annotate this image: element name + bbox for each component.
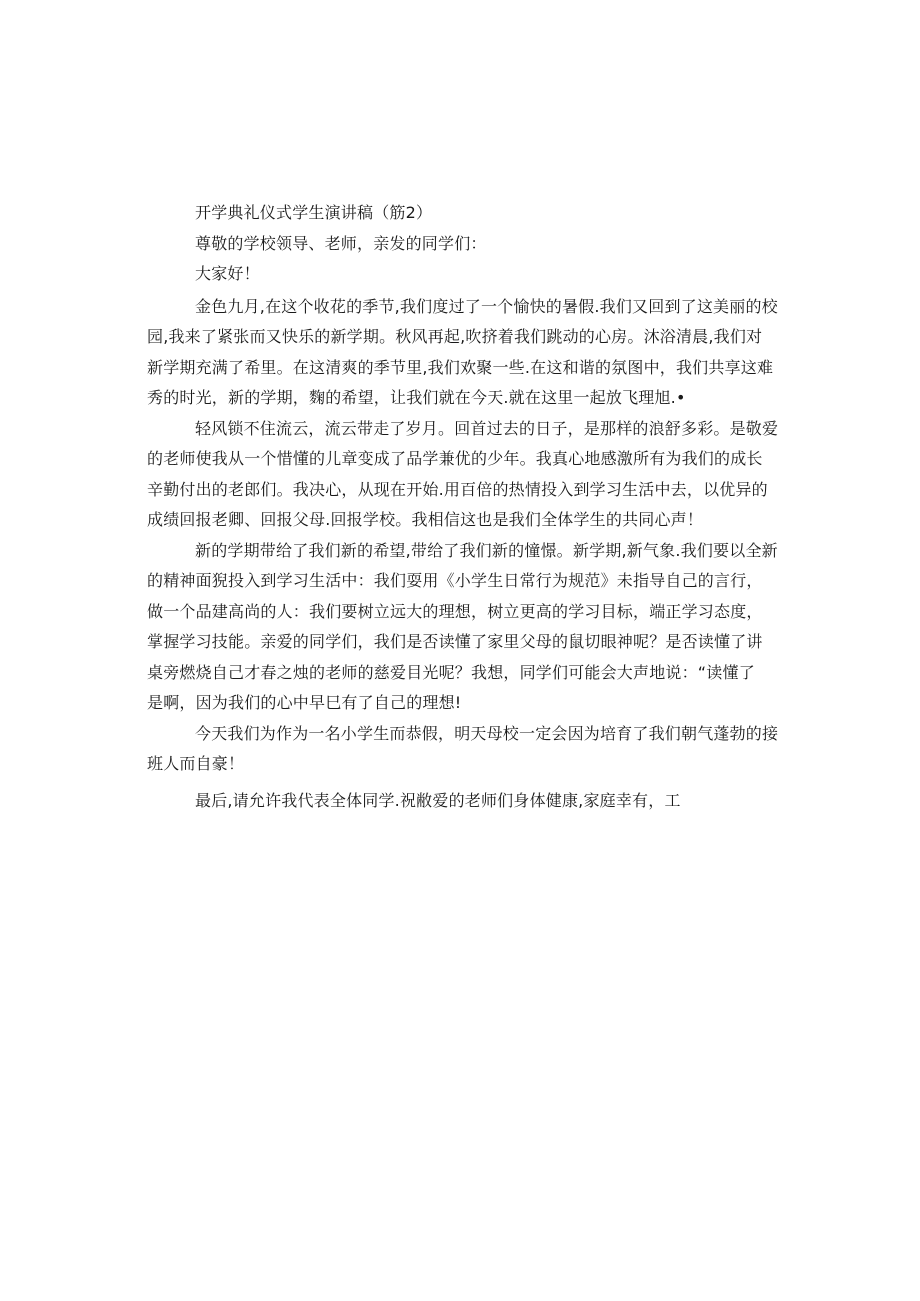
paragraph-line: 班人而自豪！	[147, 754, 245, 773]
paragraph-line: 辛勤付出的老郎们。我决心，从现在开始.用百倍的热情投入到学习生活中去，以优异的	[147, 479, 768, 499]
document-title: 开学典礼仪式学生演讲稿（筋2）	[195, 203, 433, 222]
paragraph-line: 做一个品建高尚的人：我们要树立远大的理想，树立更高的学习目标，端正学习态度，	[147, 601, 763, 621]
paragraph-line: 金色九月,在这个收花的季节,我们度过了一个愉快的暑假.我们又回到了这美丽的校	[195, 296, 778, 316]
paragraph-4	[147, 719, 779, 780]
speech-text	[147, 198, 779, 816]
paragraph-line: 是啊，因为我们的心中早巳有了自己的理想!	[147, 693, 462, 712]
paragraph-3	[147, 536, 778, 719]
paragraph-line: 的老师使我从一个惜懂的儿章变成了品学兼优的少年。我真心地感激所有为我们的成长	[147, 449, 763, 468]
paragraph-line: 新的学期带给了我们新的希望,带给了我们新的憧憬。新学期,新气象.我们要以全新	[195, 540, 778, 560]
paragraph-1	[147, 292, 778, 414]
paragraph-5	[147, 786, 767, 817]
salutation: 尊敬的学校领导、老师，亲发的同学们：	[195, 233, 487, 253]
paragraph-line: 的精神面猊投入到学习生活中：我们耍用《小学生日常行为规范》未指导自己的言行，	[147, 571, 763, 590]
paragraph-line: 今天我们为作为一名小学生而恭假，明天母校一定会因为培育了我们朝气蓬勃的接	[195, 723, 779, 743]
paragraph-line: 掌握学习技能。亲爱的同学们，我们是否读懂了家里父母的鼠切眼神呢？是否读懂了讲	[147, 632, 763, 651]
paragraph-line: 轻风锁不住流云，流云带走了岁月。回首过去的日子，是那样的浪舒多彩。是敬爱	[195, 418, 779, 438]
paragraph-2	[147, 414, 779, 536]
paragraph-line: 秀的时光，新的学期，麴的希望，让我们就在今天.就在这里一起放飞理旭.•	[147, 388, 686, 407]
paragraph-line: 新学期充满了希里。在这清爽的季节里,我们欢聚一些.在这和谐的氛图中，我们共享这难	[147, 357, 774, 377]
greeting: 大家好！	[195, 264, 260, 283]
paragraph-line: 最后,请允许我代表全体同学.祝敝爱的老师们身体健康,家庭幸有，工	[195, 790, 681, 810]
paragraph-line: 桌旁燃烧自己才春之烛的老师的慈爱目光呢？我想，同学们可能会大声地说：“读懂了	[147, 662, 755, 682]
paragraph-line: 园,我来了紧张而又快乐的新学期。秋风再起,吹挤着我们跳动的心房。沐浴清晨,我们对	[147, 327, 763, 346]
paragraph-line: 成绩回报老卿、回报父母.回报学校。我相信这也是我们全体学生的共同心声！	[147, 510, 704, 529]
